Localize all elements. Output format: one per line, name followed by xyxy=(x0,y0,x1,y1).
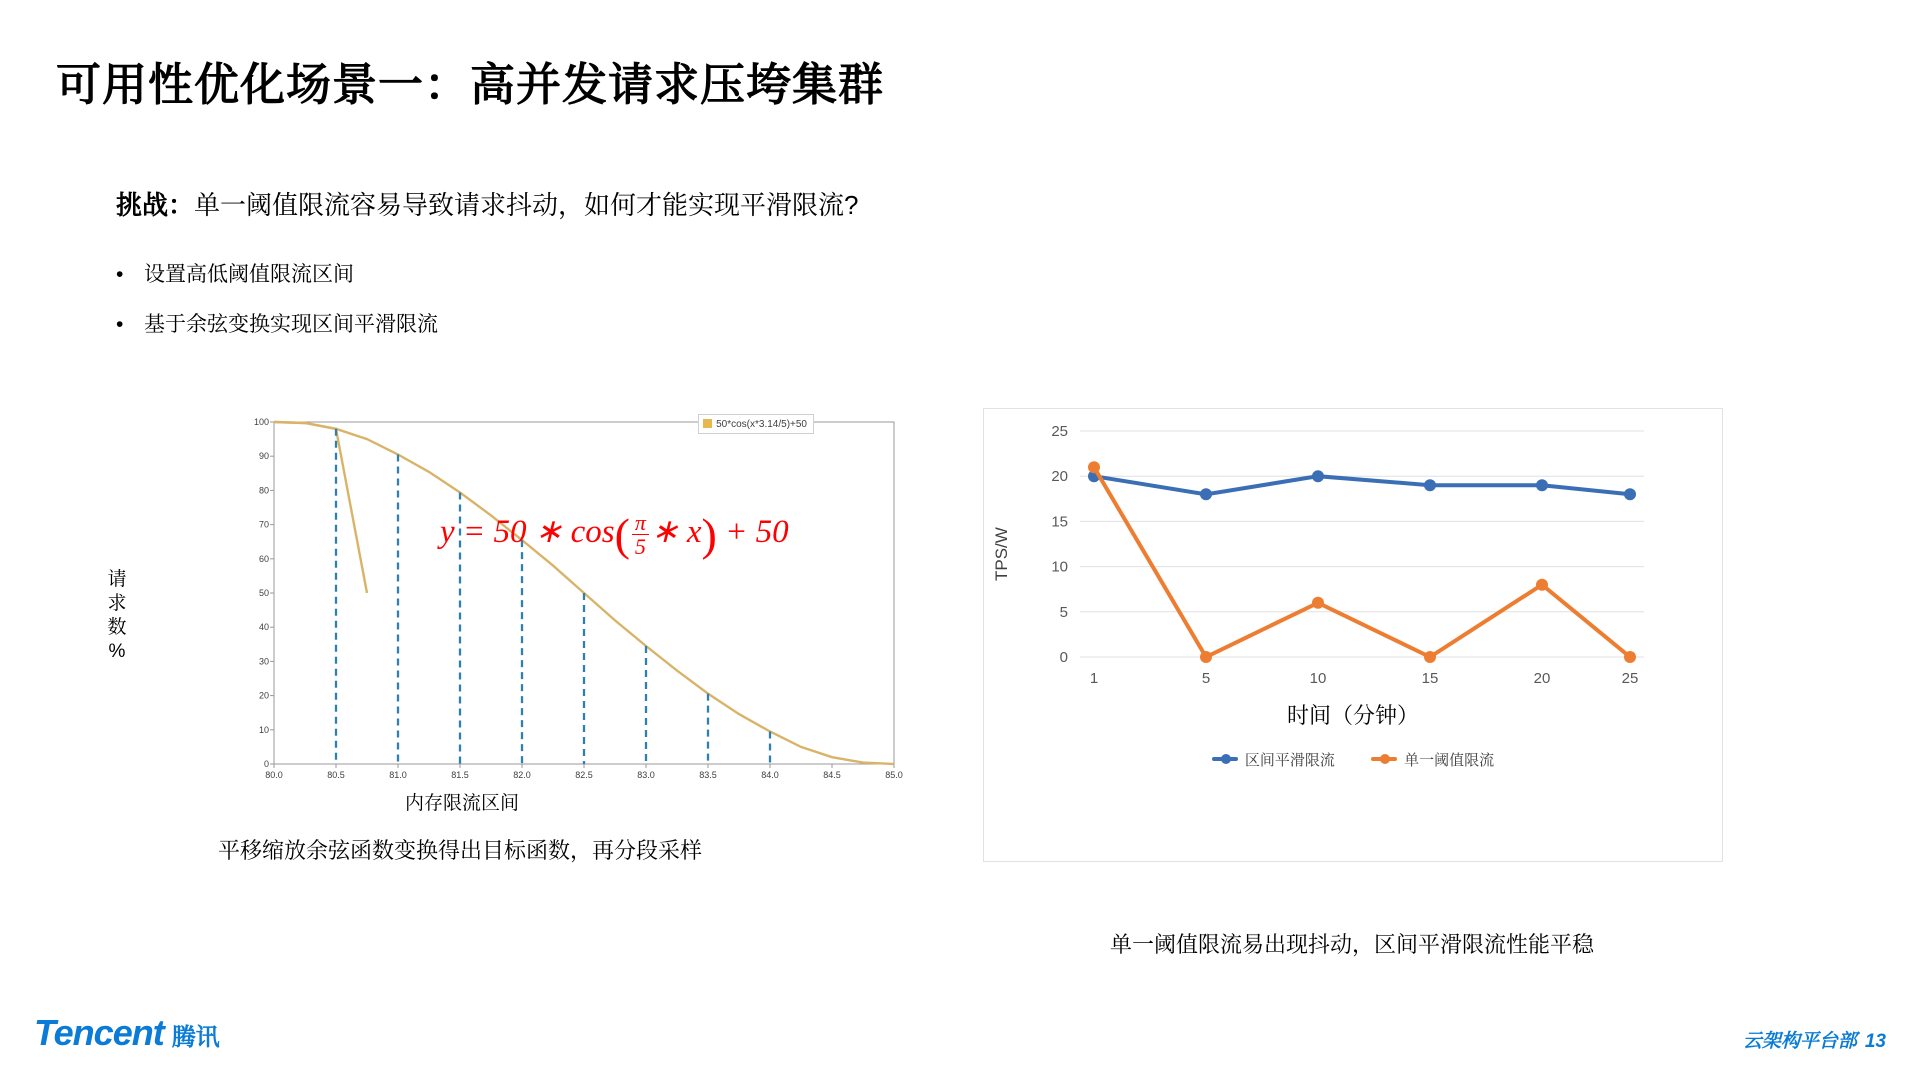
svg-text:15: 15 xyxy=(1051,513,1068,531)
series-line-threshold xyxy=(1094,467,1630,657)
formula-paren-close: ) xyxy=(701,509,717,560)
svg-text:15: 15 xyxy=(1421,670,1439,687)
svg-text:10: 10 xyxy=(1309,670,1327,687)
footer-department: 云架构平台部 xyxy=(1742,1031,1857,1052)
formula-fraction-denominator: 5 xyxy=(634,534,646,559)
svg-text:81.0: 81.0 xyxy=(389,770,407,780)
challenge-label: 挑战： xyxy=(116,190,195,220)
formula-paren-open: ( xyxy=(614,509,630,560)
legend-item-threshold xyxy=(1371,749,1494,770)
svg-text:82.5: 82.5 xyxy=(575,770,593,780)
challenge-line xyxy=(116,185,858,222)
svg-text:10: 10 xyxy=(1051,558,1068,576)
svg-text:5: 5 xyxy=(1201,670,1211,687)
page-title: 可用性优化场景一：高并发请求压垮集群 xyxy=(56,59,885,110)
bullet-item xyxy=(116,308,438,338)
svg-text:85.0: 85.0 xyxy=(885,770,903,780)
svg-text:30: 30 xyxy=(258,656,269,667)
svg-text:80.5: 80.5 xyxy=(327,770,345,780)
svg-text:80.0: 80.0 xyxy=(265,770,283,780)
formula-fraction-numerator: π xyxy=(632,511,649,535)
svg-text:0: 0 xyxy=(263,759,269,769)
right-chart-legend xyxy=(984,749,1722,770)
right-chart-caption: 单一阈值限流易出现抖动，区间平滑限流性能平稳 xyxy=(1109,932,1594,957)
left-chart-legend xyxy=(698,414,814,434)
svg-text:40: 40 xyxy=(258,622,269,633)
svg-text:100: 100 xyxy=(253,417,269,427)
series-points-threshold xyxy=(1088,461,1636,663)
svg-text:84.0: 84.0 xyxy=(761,770,779,780)
legend-item-smooth xyxy=(1212,749,1335,770)
svg-text:80: 80 xyxy=(258,485,269,496)
svg-text:50: 50 xyxy=(258,588,269,598)
bullet-text: 基于余弦变换实现区间平滑限流 xyxy=(144,313,438,336)
legend-label-smooth: 区间平滑限流 xyxy=(1244,752,1335,769)
legend-label-threshold: 单一阈值限流 xyxy=(1404,752,1495,769)
svg-text:82.0: 82.0 xyxy=(513,770,531,780)
legend-line-smooth xyxy=(1212,757,1238,761)
left-chart-x-axis-label: 内存限流区间 xyxy=(404,793,519,814)
svg-text:5: 5 xyxy=(1059,603,1068,621)
bullet-item xyxy=(116,258,354,288)
cosine-curve-chart xyxy=(104,404,903,863)
right-chart-plot xyxy=(984,409,1720,709)
right-chart-x-axis-label: 时间（分钟） xyxy=(1286,703,1419,728)
svg-text:20: 20 xyxy=(1533,670,1551,687)
formula-fraction xyxy=(632,511,649,558)
tencent-logo xyxy=(34,1012,220,1054)
page-number: 13 xyxy=(1864,1031,1886,1052)
left-chart-y-axis-label: 请 求 数 % xyxy=(107,569,127,662)
tps-comparison-chart xyxy=(983,408,1723,862)
svg-text:25: 25 xyxy=(1051,423,1068,440)
legend-label: 50*cos(x*3.14/5)+50 xyxy=(716,419,807,430)
svg-text:83.5: 83.5 xyxy=(699,770,717,780)
formula-lhs: y xyxy=(440,514,455,551)
formula-annotation xyxy=(440,508,789,561)
right-chart-y-axis-label: TPS/W xyxy=(992,527,1011,581)
svg-text:20: 20 xyxy=(258,690,269,701)
bullet-marker: • xyxy=(116,263,124,286)
left-chart-caption: 平移缩放余弦函数变换得出目标函数，再分段采样 xyxy=(217,838,702,863)
tencent-logo-cn: 腾讯 xyxy=(171,1024,220,1051)
svg-text:70: 70 xyxy=(258,519,269,530)
left-chart-plot xyxy=(234,412,934,850)
svg-text:1: 1 xyxy=(1089,670,1099,687)
formula-inner: ∗ x xyxy=(650,514,702,551)
formula-eq: = xyxy=(462,514,486,551)
bullet-text: 设置高低阈值限流区间 xyxy=(144,263,354,286)
svg-text:81.5: 81.5 xyxy=(451,770,469,780)
svg-text:60: 60 xyxy=(258,553,269,564)
challenge-text: 单一阈值限流容易导致请求抖动，如何才能实现平滑限流? xyxy=(194,190,859,220)
svg-text:25: 25 xyxy=(1621,670,1639,687)
svg-text:84.5: 84.5 xyxy=(823,770,841,780)
footer-right xyxy=(1743,1026,1886,1053)
svg-text:20: 20 xyxy=(1051,468,1068,486)
tencent-logo-en: Tencent xyxy=(34,1012,164,1053)
series-line-smooth xyxy=(1094,476,1630,494)
legend-line-threshold xyxy=(1371,757,1397,761)
legend-swatch xyxy=(703,419,712,428)
bullet-marker: • xyxy=(116,313,124,336)
formula-tail: + 50 xyxy=(725,514,789,551)
svg-text:10: 10 xyxy=(258,724,269,735)
svg-text:0: 0 xyxy=(1059,649,1068,666)
formula-amp: 50 ∗ cos xyxy=(493,514,615,551)
svg-text:83.0: 83.0 xyxy=(637,770,655,780)
svg-text:90: 90 xyxy=(258,451,269,462)
